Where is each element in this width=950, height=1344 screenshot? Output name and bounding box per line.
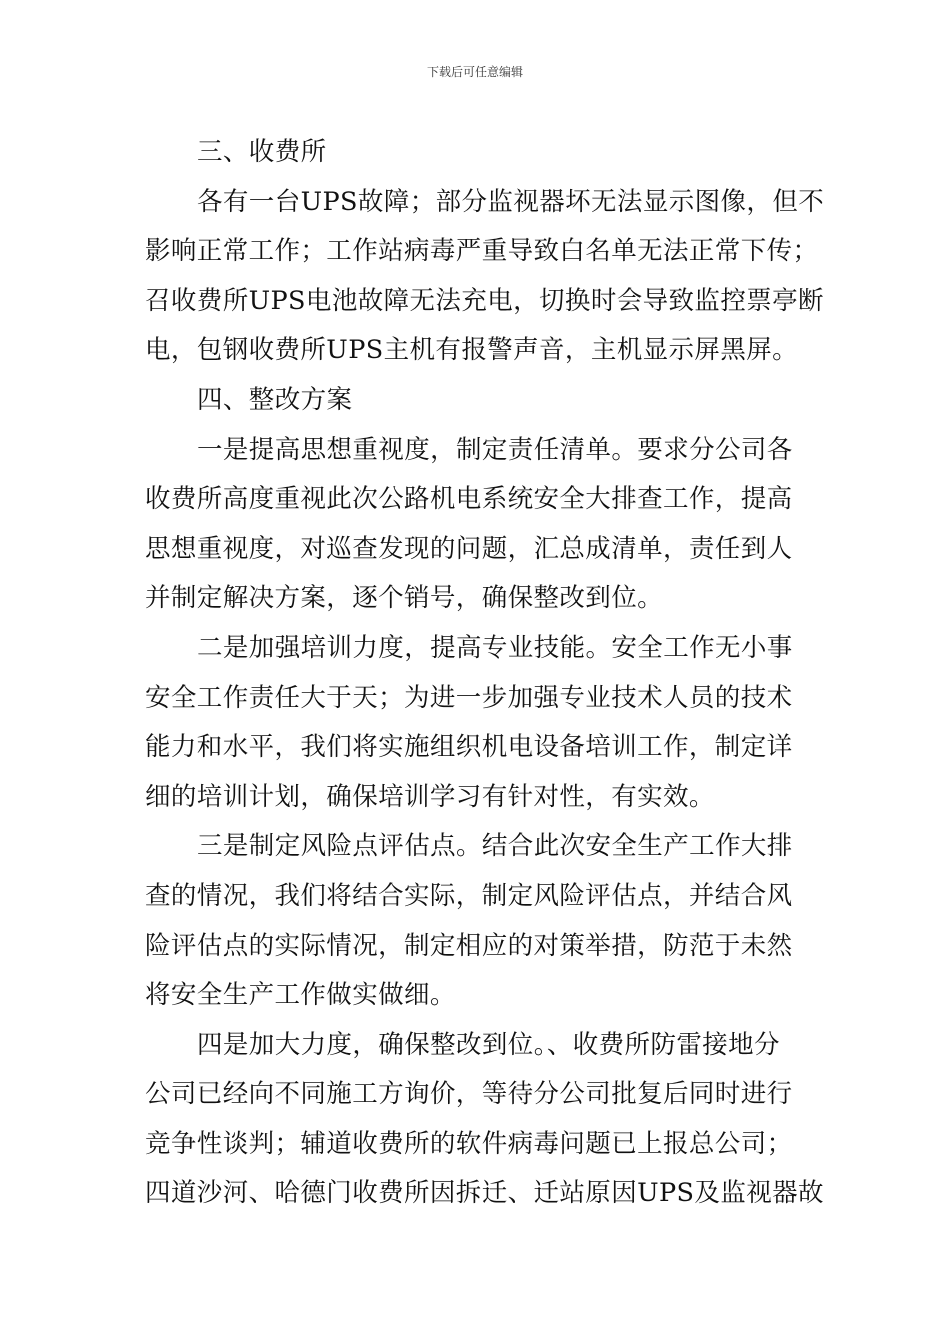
paragraph-line: 各有一台UPS故障；部分监视器坏无法显示图像，但不 bbox=[197, 186, 825, 217]
paragraph-line: 四道沙河、哈德门收费所因拆迁、迁站原因UPS及监视器故 bbox=[145, 1178, 824, 1209]
paragraph-line: 公司已经向不同施工方询价，等待分公司批复后同时进行 bbox=[145, 1079, 793, 1110]
paragraph-line: 思想重视度，对巡查发现的问题，汇总成清单，责任到人 bbox=[145, 533, 793, 564]
paragraph-line: 电，包钢收费所UPS主机有报警声音，主机显示屏黑屏。 bbox=[145, 335, 799, 366]
paragraph-line: 影响正常工作；工作站病毒严重导致白名单无法正常下传； bbox=[145, 236, 819, 267]
paragraph-line: 并制定解决方案，逐个销号，确保整改到位。 bbox=[145, 583, 664, 614]
section-heading-toll-stations: 三、收费所 bbox=[197, 137, 327, 167]
paragraph-line: 查的情况，我们将结合实际，制定风险评估点，并结合风 bbox=[145, 880, 793, 911]
document-body bbox=[145, 128, 825, 1219]
paragraph-line: 安全工作责任大于天；为进一步加强专业技术人员的技术 bbox=[145, 682, 793, 713]
paragraph-line: 二是加强培训力度，提高专业技能。安全工作无小事 bbox=[197, 632, 793, 663]
section-heading-rectification-plan: 四、整改方案 bbox=[197, 384, 353, 415]
page-header-note: 下载后可任意编辑 bbox=[426, 65, 523, 79]
paragraph-line: 收费所高度重视此次公路机电系统安全大排查工作，提高 bbox=[145, 484, 793, 515]
paragraph-line: 将安全生产工作做实做细。 bbox=[145, 980, 456, 1011]
paragraph-line: 四是加大力度，确保整改到位。、收费所防雷接地分 bbox=[197, 1029, 780, 1060]
paragraph-line: 三是制定风险点评估点。结合此次安全生产工作大排 bbox=[197, 831, 793, 862]
paragraph-line: 一是提高思想重视度，制定责任清单。要求分公司各 bbox=[197, 434, 793, 465]
paragraph-line: 召收费所UPS电池故障无法充电，切换时会导致监控票亭断 bbox=[145, 285, 824, 316]
paragraph-line: 险评估点的实际情况，制定相应的对策举措，防范于未然 bbox=[145, 930, 793, 961]
paragraph-line: 能力和水平，我们将实施组织机电设备培训工作，制定详 bbox=[145, 732, 793, 763]
paragraph-line: 竞争性谈判；辅道收费所的软件病毒问题已上报总公司； bbox=[145, 1128, 793, 1159]
paragraph-line: 细的培训计划，确保培训学习有针对性，有实效。 bbox=[145, 781, 715, 812]
